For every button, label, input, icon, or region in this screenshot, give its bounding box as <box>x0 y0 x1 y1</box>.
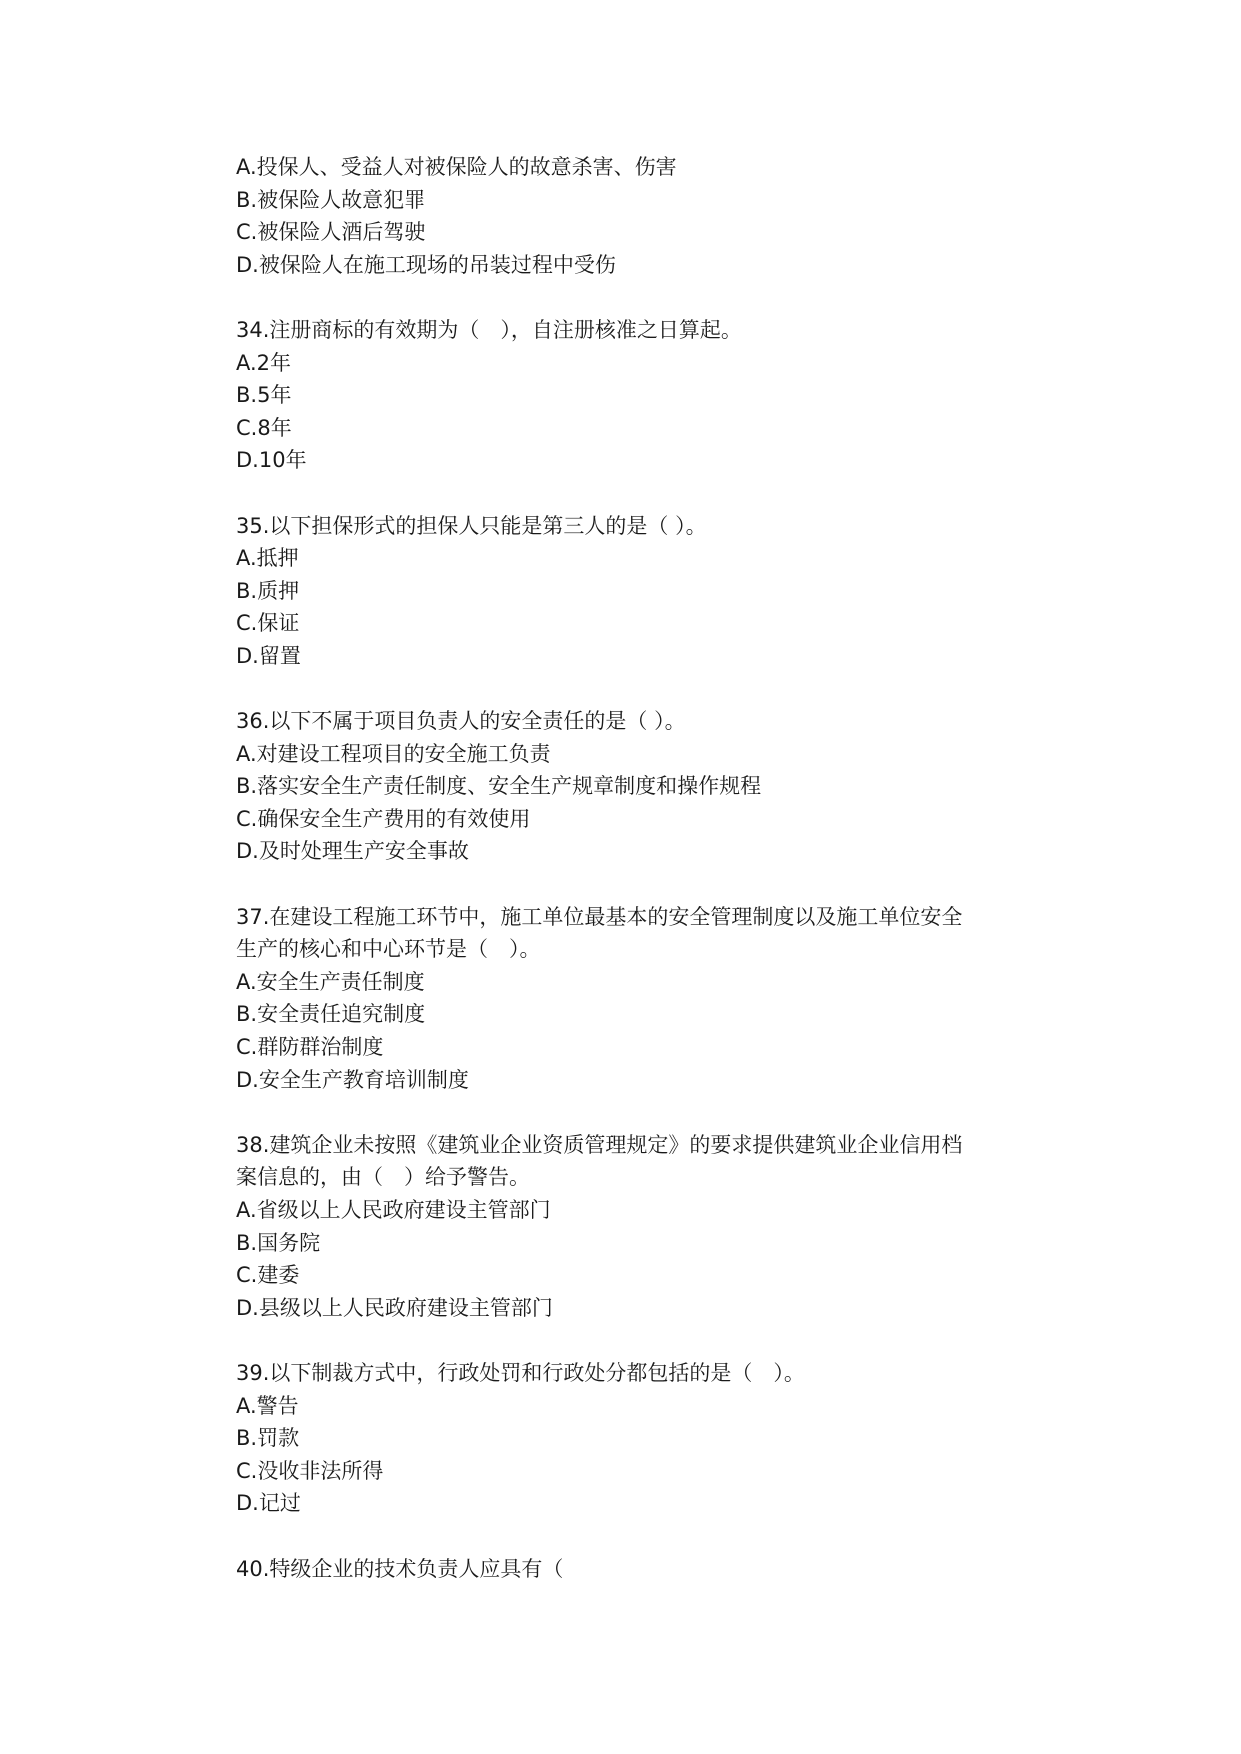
question-block <box>236 510 1016 673</box>
answer-option: C.确保安全生产费用的有效使用 <box>236 806 531 831</box>
answer-option: B.国务院 <box>236 1230 321 1255</box>
question-block <box>236 705 1016 868</box>
answer-option: D.10年 <box>236 448 307 473</box>
question-stem: 34.注册商标的有效期为（ ），自注册核准之日算起。 <box>236 317 742 342</box>
answer-option: D.县级以上人民政府建设主管部门 <box>236 1295 553 1320</box>
question-stem: 生产的核心和中心环节是（ ）。 <box>236 937 541 962</box>
answer-option: B.被保险人故意犯罪 <box>236 187 426 212</box>
question-block <box>236 1129 1016 1325</box>
question-block <box>236 314 1016 477</box>
answer-option: A.警告 <box>236 1393 299 1418</box>
question-stem: 38.建筑企业未按照《建筑业企业资质管理规定》的要求提供建筑业企业信用档 <box>236 1132 963 1157</box>
answer-option: B.罚款 <box>236 1426 300 1451</box>
answer-option: D.留置 <box>236 643 301 668</box>
question-block <box>236 151 1016 281</box>
answer-option: B.安全责任追究制度 <box>236 1002 426 1027</box>
answer-option: C.没收非法所得 <box>236 1458 384 1483</box>
question-list <box>236 151 1016 1618</box>
question-block <box>236 901 1016 1097</box>
answer-option: A.对建设工程项目的安全施工负责 <box>236 741 551 766</box>
answer-option: D.记过 <box>236 1491 301 1516</box>
answer-option: B.质押 <box>236 578 300 603</box>
question-stem: 40.特级企业的技术负责人应具有（ <box>236 1556 564 1581</box>
question-stem: 案信息的，由（ ）给予警告。 <box>236 1165 530 1190</box>
question-stem: 39.以下制裁方式中，行政处罚和行政处分都包括的是（ ）。 <box>236 1360 805 1385</box>
answer-option: C.群防群治制度 <box>236 1035 384 1060</box>
answer-option: D.被保险人在施工现场的吊装过程中受伤 <box>236 252 616 277</box>
answer-option: D.及时处理生产安全事故 <box>236 839 469 864</box>
answer-option: D.安全生产教育培训制度 <box>236 1067 469 1092</box>
answer-option: A.抵押 <box>236 546 299 571</box>
answer-option: B.5年 <box>236 383 292 408</box>
answer-option: C.建委 <box>236 1263 300 1288</box>
answer-option: A.省级以上人民政府建设主管部门 <box>236 1198 551 1222</box>
question-stem: 35.以下担保形式的担保人只能是第三人的是（ ）。 <box>236 513 707 538</box>
question-block <box>236 1553 1016 1586</box>
answer-option: A.2年 <box>236 350 292 375</box>
answer-option: C.8年 <box>236 415 292 440</box>
answer-option: C.保证 <box>236 611 300 636</box>
question-block <box>236 1357 1016 1520</box>
answer-option: A.安全生产责任制度 <box>236 969 425 994</box>
answer-option: A.投保人、受益人对被保险人的故意杀害、伤害 <box>236 155 677 179</box>
answer-option: B.落实安全生产责任制度、安全生产规章制度和操作规程 <box>236 774 762 799</box>
question-stem: 36.以下不属于项目负责人的安全责任的是（ ）。 <box>236 709 686 734</box>
answer-option: C.被保险人酒后驾驶 <box>236 220 426 245</box>
question-stem: 37.在建设工程施工环节中，施工单位最基本的安全管理制度以及施工单位安全 <box>236 904 963 929</box>
